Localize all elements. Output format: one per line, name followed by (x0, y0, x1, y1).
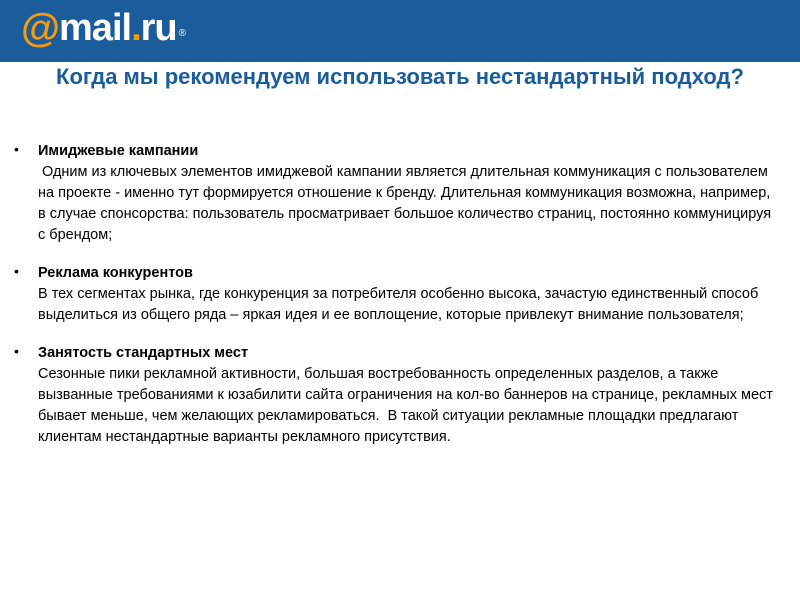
logo-text-ru: ru (140, 7, 177, 49)
bullet-list (0, 140, 800, 464)
registered-mark: ® (178, 28, 186, 39)
bullet-body: Сезонные пики рекламной активности, большая востребованность определенных разделов, а также вызванные требованиями к юзабилити сайта ограничения на кол-во баннеров на странице, рекламных мест бывает меньше, чем желающих рекламироваться. В такой ситуации рекламные площадки предлагают клиентам нестандартные варианты рекламного присутствия. (38, 366, 777, 445)
bullet-item-standard-placements (0, 342, 800, 448)
bullet-body-text: Одним из ключевых элементов имиджевой кампании является длительная коммуникация с пользователем на проекте - именно тут формируется отношение к бренду. Длительная коммуникация возможна, например, в случае спонсорства: пользователь просматривает большое количество страниц, постоянно коммуницируя с брендом; (38, 164, 776, 243)
slide-title: Когда мы рекомендуем использовать нестандартный подход? (56, 64, 744, 89)
bullet-body (38, 162, 776, 246)
bullet-item-competitor-ads (0, 262, 800, 326)
bullet-heading: Занятость стандартных мест (38, 345, 249, 361)
header-bar (0, 0, 800, 62)
mailru-logo (21, 6, 186, 50)
bullet-heading: Имиджевые кампании (38, 143, 199, 159)
bullet-body: В тех сегментах рынка, где конкуренция за потребителя особенно высока, зачастую единственный способ выделиться из общего ряда – яркая идея и ее воплощение, которые привлекут внимание пользователя; (38, 286, 763, 323)
logo-at-sign: @ (21, 6, 60, 50)
logo-text-mail: mail (59, 7, 132, 49)
bullet-icon: • (14, 343, 19, 359)
bullet-icon: • (14, 141, 19, 157)
bullet-heading: Реклама конкурентов (38, 265, 193, 281)
bullet-item-image-campaigns (0, 140, 800, 246)
bullet-icon: • (14, 263, 19, 279)
logo-dot: . (131, 7, 141, 49)
